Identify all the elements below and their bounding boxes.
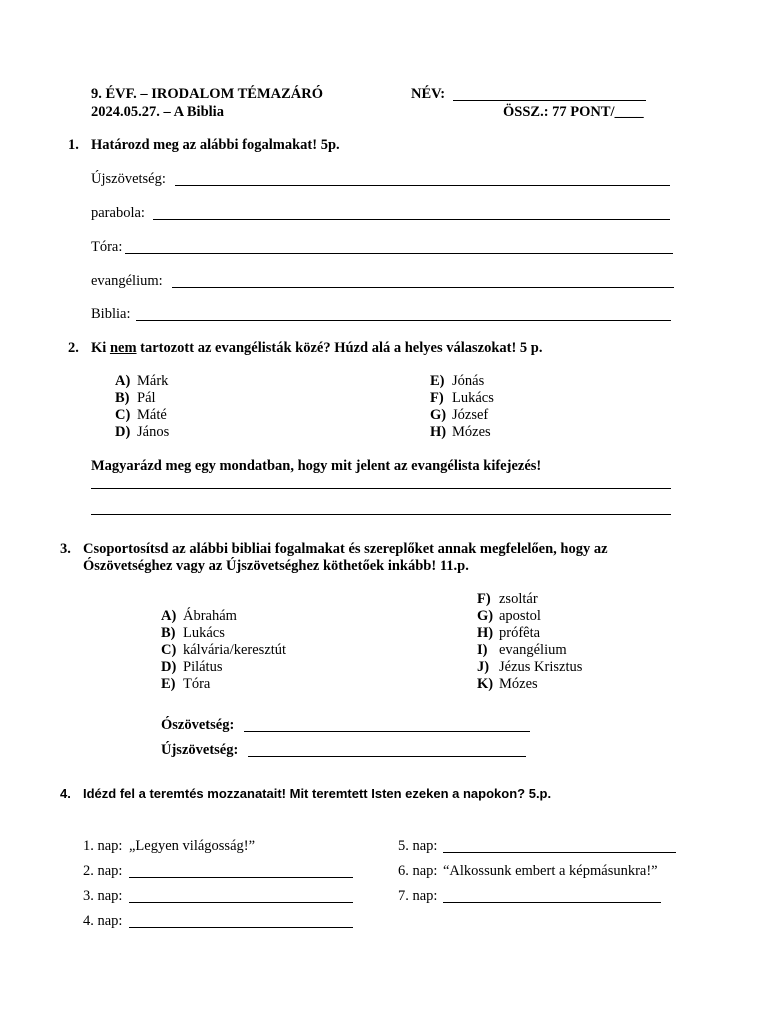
option-e[interactable]: E) Jónás bbox=[430, 373, 485, 389]
item-i: I) evangélium bbox=[477, 642, 567, 658]
option-h[interactable]: H) Mózes bbox=[430, 424, 491, 440]
q3-question-line2: Ószövetséghez vagy az Újszövetséghez köthetőek inkább! 11.p. bbox=[83, 558, 469, 574]
day-4-label: 4. nap: bbox=[83, 913, 123, 929]
old-testament-label: Ószövetség: bbox=[161, 717, 235, 733]
q4-number: 4. bbox=[60, 786, 71, 801]
item-e: E) Tóra bbox=[161, 676, 211, 692]
item-f: F) zsoltár bbox=[477, 591, 538, 607]
option-g[interactable]: G) József bbox=[430, 407, 489, 423]
answer-line[interactable] bbox=[136, 320, 671, 321]
q2-number: 2. bbox=[68, 340, 79, 356]
day-7-answer[interactable] bbox=[443, 902, 661, 903]
old-testament-answer[interactable] bbox=[244, 731, 530, 732]
day-7-label: 7. nap: bbox=[398, 888, 438, 904]
day-3-label: 3. nap: bbox=[83, 888, 123, 904]
item-a: A) Ábrahám bbox=[161, 608, 237, 624]
option-f[interactable]: F) Lukács bbox=[430, 390, 494, 406]
q3-question-line1: Csoportosítsd az alábbi bibliai fogalmakat és szereplőket annak megfelelően, hogy az bbox=[83, 541, 608, 557]
answer-line[interactable] bbox=[153, 219, 670, 220]
item-h: H) prófêta bbox=[477, 625, 541, 641]
option-b[interactable]: B) Pál bbox=[115, 390, 156, 406]
q3-number: 3. bbox=[60, 541, 71, 557]
negation-word: nem bbox=[109, 340, 137, 356]
term-label: parabola: bbox=[91, 205, 145, 221]
day-2-answer[interactable] bbox=[129, 877, 353, 878]
answer-line[interactable] bbox=[172, 287, 674, 288]
test-title: 9. ÉVF. – IRODALOM TÉMAZÁRÓ bbox=[91, 86, 324, 102]
q4-question: Idézd fel a teremtés mozzanatait! Mit teremtett Isten ezeken a napokon? 5.p. bbox=[83, 786, 552, 801]
term-label: evangélium: bbox=[91, 273, 163, 289]
new-testament-answer[interactable] bbox=[248, 756, 526, 757]
total-points: ÖSSZ.: 77 PONT/____ bbox=[503, 104, 644, 120]
day-5-answer[interactable] bbox=[443, 852, 676, 853]
day-2-label: 2. nap: bbox=[83, 863, 123, 879]
option-d[interactable]: D) János bbox=[115, 424, 170, 440]
day-6-answer: “Alkossunk embert a képmásunkra!” bbox=[443, 863, 658, 879]
new-testament-label: Újszövetség: bbox=[161, 742, 239, 758]
q2-question: Ki nem tartozott az evangélisták közé? Húzd alá a helyes válaszokat! 5 p. bbox=[91, 340, 543, 356]
item-b: B) Lukács bbox=[161, 625, 225, 641]
option-c[interactable]: C) Máté bbox=[115, 407, 167, 423]
test-date-topic: 2024.05.27. – A Biblia bbox=[91, 104, 224, 120]
item-k: K) Mózes bbox=[477, 676, 538, 692]
name-label: NÉV: bbox=[411, 86, 446, 102]
term-label: Újszövetség: bbox=[91, 171, 166, 187]
answer-line[interactable] bbox=[91, 514, 671, 515]
day-6-label: 6. nap: bbox=[398, 863, 438, 879]
item-j: J) Jézus Krisztus bbox=[477, 659, 583, 675]
day-1-answer: „Legyen világosság!” bbox=[129, 838, 256, 854]
day-4-answer[interactable] bbox=[129, 927, 353, 928]
name-field[interactable] bbox=[453, 100, 646, 101]
option-a[interactable]: A) Márk bbox=[115, 373, 169, 389]
day-5-label: 5. nap: bbox=[398, 838, 438, 854]
item-c: C) kálvária/keresztút bbox=[161, 642, 287, 658]
answer-line[interactable] bbox=[175, 185, 670, 186]
q2-explain-prompt: Magyarázd meg egy mondatban, hogy mit jelent az evangélista kifejezés! bbox=[91, 458, 542, 474]
term-label: Tóra: bbox=[91, 239, 123, 255]
answer-line[interactable] bbox=[91, 488, 671, 489]
item-d: D) Pilátus bbox=[161, 659, 223, 675]
q1-number: 1. bbox=[68, 137, 79, 153]
day-3-answer[interactable] bbox=[129, 902, 353, 903]
answer-line[interactable] bbox=[125, 253, 673, 254]
q1-question: Határozd meg az alábbi fogalmakat! 5p. bbox=[91, 137, 340, 153]
term-label: Biblia: bbox=[91, 306, 131, 322]
item-g: G) apostol bbox=[477, 608, 541, 624]
day-1-label: 1. nap: bbox=[83, 838, 123, 854]
